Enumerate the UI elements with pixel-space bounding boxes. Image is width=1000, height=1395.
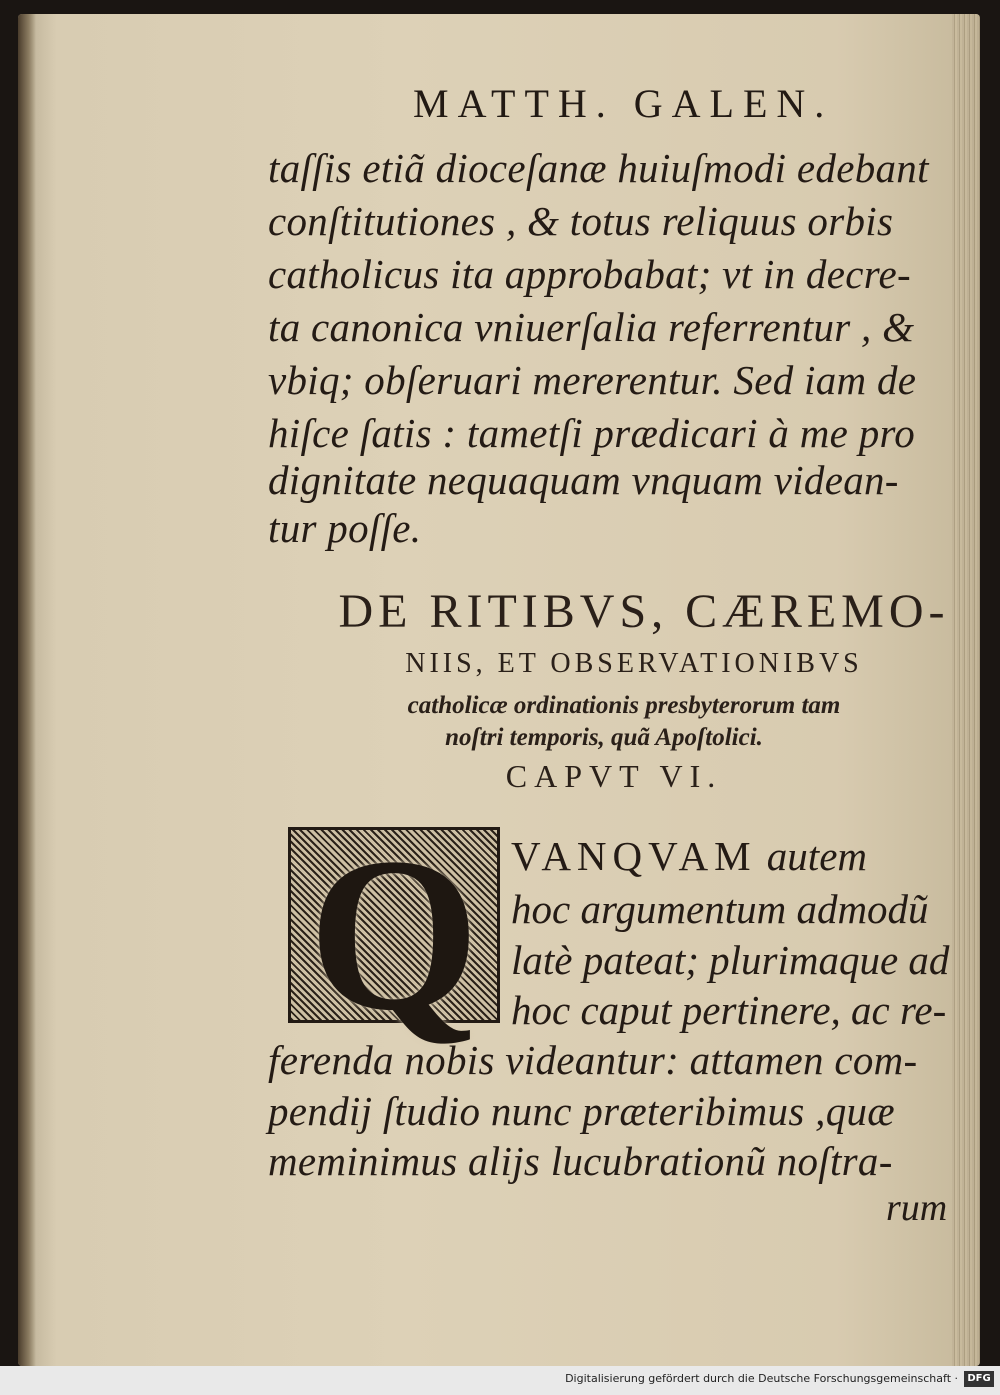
drop-line: latè pateat; plurimaque ad (511, 937, 950, 983)
catchword: rum (886, 1187, 948, 1229)
drop-line: hoc caput pertinere, ac re- (511, 987, 947, 1033)
body-line: meminimus alijs lucubrationũ noſtra- (268, 1138, 893, 1184)
drop-line-text: autem (756, 833, 867, 879)
chapter-subtitle-line-1: catholicæ ordinationis presbyterorum tam (407, 692, 841, 719)
body-line: ferenda nobis videantur: attamen com- (268, 1037, 918, 1083)
body-line: taſſis etiã dioceſanæ huiuſmodi edebant (268, 145, 929, 191)
chapter-title-line-2: NIIS, ET OBSERVATIONIBVS (405, 648, 863, 679)
dfg-logo: DFG (964, 1371, 994, 1387)
drop-line-caps: VANQVAM (511, 833, 757, 879)
body-line: catholicus ita approbabat; vt in decre- (268, 251, 911, 297)
digitization-footer (0, 1366, 1000, 1395)
book-page (18, 14, 980, 1366)
page-gutter-shadow (18, 14, 36, 1366)
chapter-title-line-1: DE RITIBVS, CÆREMO- (338, 585, 950, 638)
funding-notice: Digitalisierung gefördert durch die Deutsche Forschungsgemeinschaft · (565, 1372, 958, 1385)
drop-line (511, 832, 867, 880)
body-line: vbiq; obſeruari mererentur. Sed iam de (268, 357, 917, 403)
chapter-number: CAPVT VI. (505, 758, 723, 794)
running-head: MATTH. GALEN. (413, 81, 834, 126)
drop-line: hoc argumentum admodũ (511, 886, 929, 932)
chapter-subtitle-line-2: noſtri temporis, quã Apoſtolici. (445, 724, 763, 751)
body-line: pendij ſtudio nunc præteribimus ,quæ (268, 1088, 895, 1134)
body-line: hiſce ſatis : tametſi prædicari à me pro (268, 410, 916, 456)
body-line: dignitate nequaquam vnquam videan- (268, 457, 899, 503)
body-line: ta canonica vniuerſalia referrentur , & (268, 304, 915, 350)
decorated-initial (288, 812, 500, 1056)
body-line: conſtitutiones , & totus reliquus orbis (268, 198, 894, 244)
initial-letter: Q (308, 812, 480, 1056)
body-line: tur poſſe. (268, 505, 422, 551)
